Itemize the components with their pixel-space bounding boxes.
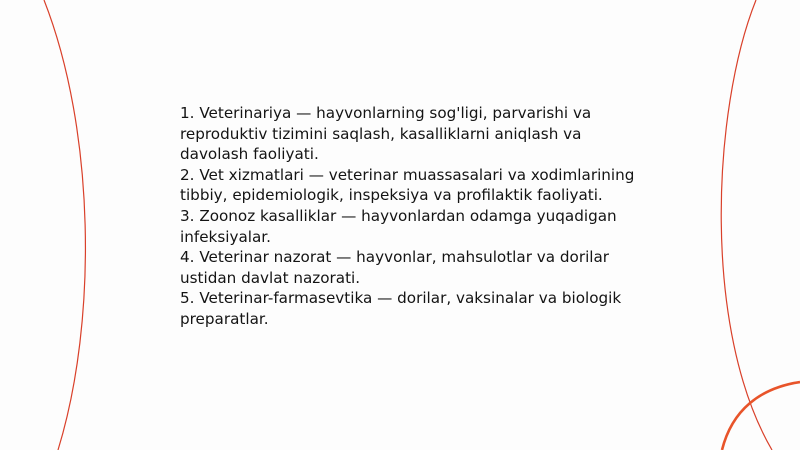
definition-item: 1. Veterinariya — hayvonlarning sog'ligi, parvarishi va reproduktiv tizimini saqlash, kasalliklarni aniqlash va davolash faoliyati. — [180, 104, 592, 164]
definition-item: 4. Veterinar nazorat — hayvonlar, mahsulotlar va dorilar ustidan davlat nazorati. — [180, 248, 610, 287]
right-arc-line — [721, 0, 772, 450]
definitions-list — [180, 103, 650, 330]
left-arc-line — [44, 0, 85, 450]
definition-item: 5. Veterinar-farmasevtika — dorilar, vaksinalar va biologik preparatlar. — [180, 289, 622, 328]
definition-item: 3. Zoonoz kasalliklar — hayvonlardan odamga yuqadigan infeksiyalar. — [180, 206, 617, 246]
corner-orange-arc — [722, 382, 800, 450]
definition-item: 2. Vet xizmatlari — veterinar muassasalari va xodimlarining tibbiy, epidemiologik, inspeksiya va profilaktik faoliyati. — [180, 165, 635, 205]
